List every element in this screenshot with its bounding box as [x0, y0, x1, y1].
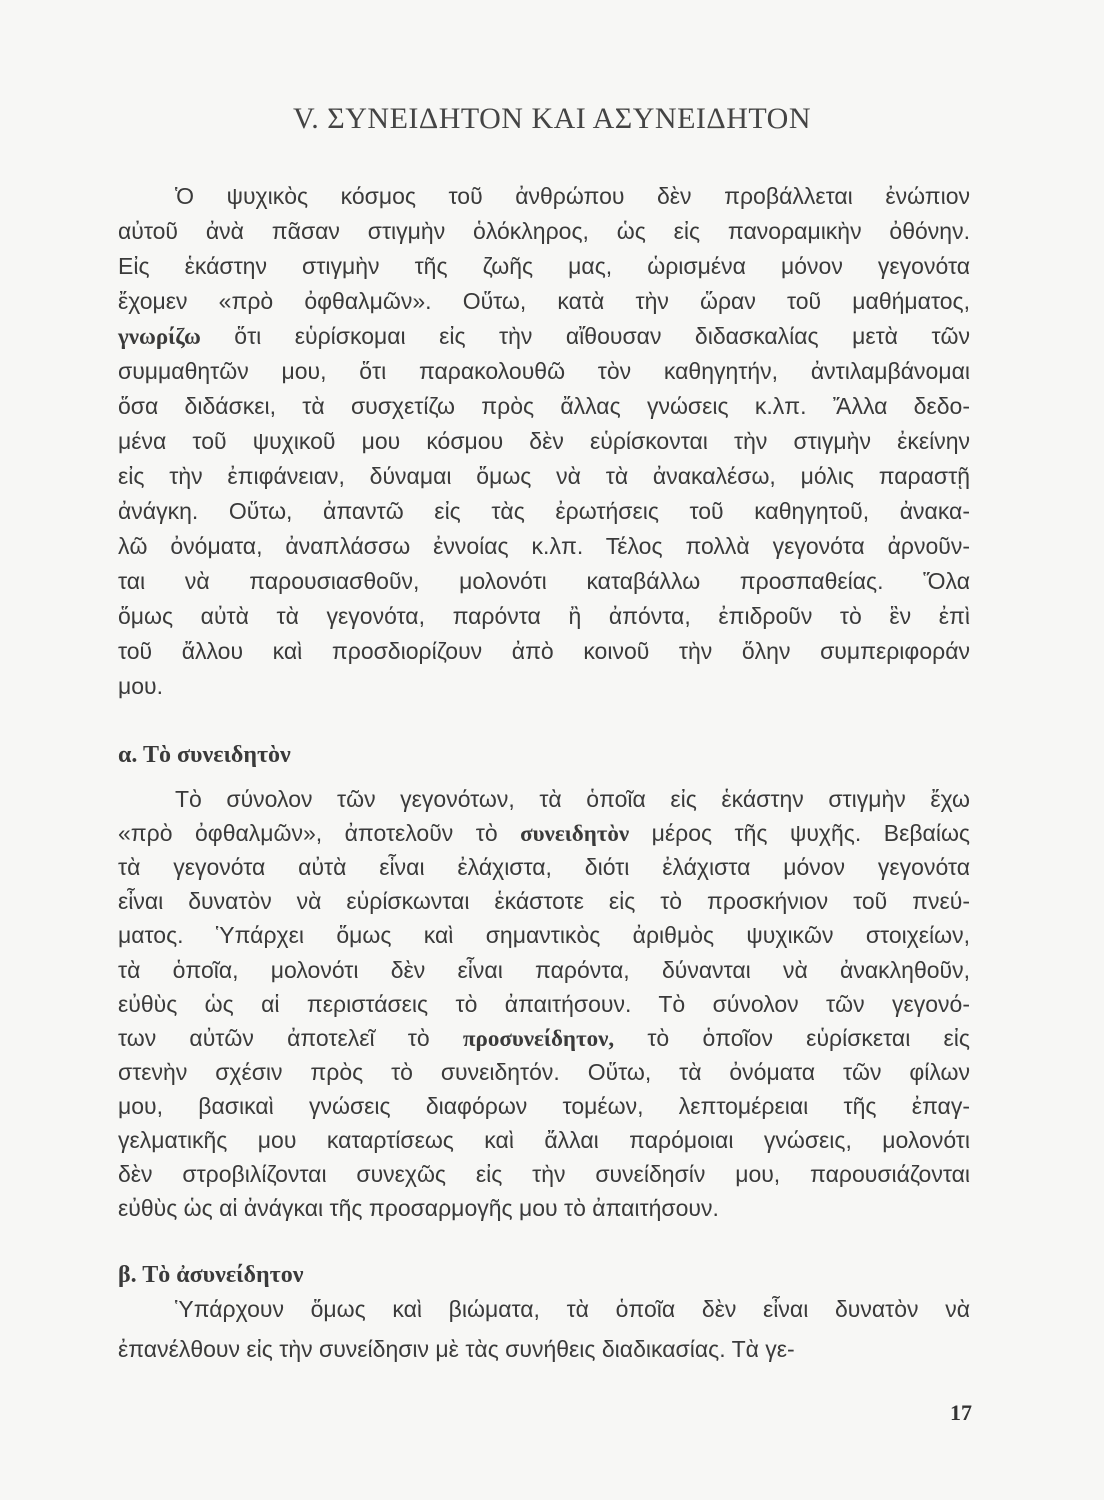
text-line — [118, 1091, 970, 1121]
text-run: ματος. Ὑπάρχει ὅμως καὶ σημαντικὸς ἀριθμὸς ψυχικῶν στοιχείων, — [118, 922, 970, 949]
text-run: των αὐτῶν ἀποτελεῖ τὸ — [118, 1024, 463, 1051]
text-line — [118, 601, 970, 631]
text-run: ἔχομεν «πρὸ ὀφθαλμῶν». Οὕτω, κατὰ τὴν ὥραν τοῦ μαθήματος, — [118, 288, 970, 314]
text-line — [118, 989, 970, 1019]
text-line — [118, 1334, 970, 1364]
text-line — [118, 286, 970, 316]
text-run: εἶναι δυνατὸν νὰ εὑρίσκωνται ἑκάστοτε εἰς τὸ προσκήνιον τοῦ πνεύ- — [118, 888, 970, 915]
text-run: ὅτι εὑρίσκομαι εἰς τὴν αἴθουσαν διδασκαλίας μετὰ τῶν — [200, 323, 970, 349]
text-line — [118, 531, 970, 561]
section-a-heading: α. Τὸ συνειδητὸν — [118, 742, 291, 768]
text-line — [175, 1294, 970, 1324]
text-line — [118, 1057, 970, 1087]
text-line — [118, 461, 970, 491]
text-run: ἐπανέλθουν εἰς τὴν συνείδησιν μὲ τὰς συνήθεις διαδικασίας. Τὰ γε- — [118, 1336, 795, 1362]
text-run: «πρὸ ὀφθαλμῶν», ἀποτελοῦν τὸ — [118, 820, 521, 847]
bold-term: προσυνείδητον, — [462, 1025, 615, 1051]
text-line — [118, 636, 970, 666]
text-run: ὅσα διδάσκει, τὰ συσχετίζω πρὸς ἄλλας γνώσεις κ.λπ. Ἄλλα δεδο- — [118, 393, 970, 419]
text-run: Ὑπάρχουν ὅμως καὶ βιώματα, τὰ ὁποῖα δὲν εἶναι δυνατὸν νὰ — [175, 1296, 970, 1322]
page-number: 17 — [950, 1400, 972, 1425]
text-line — [175, 784, 970, 814]
text-run: Τὸ σύνολον τῶν γεγονότων, τὰ ὁποῖα εἰς ἑκάστην στιγμὴν ἔχω — [175, 786, 970, 812]
text-run: τὸ ὁποῖον εὑρίσκεται εἰς — [614, 1024, 970, 1051]
text-run: ἀνάγκη. Οὕτω, ἀπαντῶ εἰς τὰς ἐρωτήσεις τοῦ καθηγητοῦ, ἀνακα- — [118, 498, 970, 524]
text-run: στενὴν σχέσιν πρὸς τὸ συνειδητόν. Οὕτω, τὰ ὀνόματα τῶν φίλων — [118, 1058, 970, 1085]
text-run: τὰ ὁποῖα, μολονότι δὲν εἶναι παρόντα, δύνανται νὰ ἀνακληθοῦν, — [118, 956, 970, 983]
text-line — [175, 181, 970, 211]
chapter-title: V. ΣΥΝΕΙΔΗΤΟΝ ΚΑΙ ΑΣΥΝΕΙΔΗΤΟΝ — [293, 102, 811, 135]
text-run: τοῦ ἄλλου καὶ προσδιορίζουν ἀπὸ κοινοῦ τὴν ὅλην συμπεριφοράν — [118, 638, 970, 664]
text-run: αὐτοῦ ἀνὰ πᾶσαν στιγμὴν ὁλόκληρος, ὡς εἰς πανοραμικὴν ὀθόνην. — [118, 218, 970, 244]
text-run: εὐθὺς ὡς αἱ περιστάσεις τὸ ἀπαιτήσουν. Τὸ σύνολον τῶν γεγονό- — [118, 990, 970, 1017]
text-run: ται νὰ παρουσιασθοῦν, μολονότι καταβάλλω προσπαθείας. Ὅλα — [118, 568, 970, 594]
text-line — [118, 818, 970, 849]
text-line — [118, 321, 970, 352]
text-run: μου. — [118, 673, 164, 699]
text-run: συμμαθητῶν μου, ὅτι παρακολουθῶ τὸν καθηγητήν, ἀντιλαμβάνομαι — [118, 358, 970, 384]
section-b-heading: β. Τὸ ἀσυνείδητον — [118, 1262, 304, 1288]
text-line — [118, 886, 970, 916]
text-line — [118, 1023, 970, 1054]
text-run: λῶ ὀνόματα, ἀναπλάσσω ἐννοίας κ.λπ. Τέλος πολλὰ γεγονότα ἀρνοῦν- — [118, 533, 970, 559]
text-run: δὲν στροβιλίζονται συνεχῶς εἰς τὴν συνείδησίν μου, παρουσιάζονται — [118, 1161, 970, 1188]
bold-term: γνωρίζω — [118, 324, 201, 349]
text-line — [118, 251, 970, 281]
text-run: εἰς τὴν ἐπιφάνειαν, δύναμαι ὅμως νὰ τὰ ἀνακαλέσω, μόλις παραστῇ — [118, 463, 970, 489]
text-line — [118, 671, 970, 701]
text-line — [118, 356, 970, 386]
text-line — [118, 496, 970, 526]
text-run: τὰ γεγονότα αὐτὰ εἶναι ἐλάχιστα, διότι ἐλάχιστα μόνον γεγονότα — [118, 854, 970, 881]
text-line — [118, 391, 970, 421]
text-line — [118, 1159, 970, 1189]
text-run: μου, βασικαὶ γνώσεις διαφόρων τομέων, λεπτομέρειαι τῆς ἐπαγ- — [118, 1092, 970, 1119]
text-line — [118, 852, 970, 882]
text-line — [118, 955, 970, 985]
text-line — [118, 426, 970, 456]
text-run: Ὁ ψυχικὸς κόσμος τοῦ ἀνθρώπου δὲν προβάλλεται ἐνώπιον — [175, 183, 970, 209]
bold-term: συνειδητὸν — [520, 821, 630, 847]
text-run: μένα τοῦ ψυχικοῦ μου κόσμου δὲν εὑρίσκονται τὴν στιγμὴν ἐκείνην — [118, 428, 970, 454]
text-line — [118, 216, 970, 246]
text-run: εὐθὺς ὡς αἱ ἀνάγκαι τῆς προσαρμογῆς μου τὸ ἀπαιτήσουν. — [118, 1195, 719, 1222]
text-run: γελματικῆς μου καταρτίσεως καὶ ἄλλαι παρόμοιαι γνώσεις, μολονότι — [118, 1127, 970, 1153]
text-run: ὅμως αὐτὰ τὰ γεγονότα, παρόντα ἢ ἀπόντα, ἐπιδροῦν τὸ ἓν ἐπὶ — [118, 603, 970, 629]
text-run: μέρος τῆς ψυχῆς. Βεβαίως — [629, 820, 970, 847]
text-line — [118, 920, 970, 950]
text-line — [118, 1193, 970, 1223]
text-run: Εἰς ἑκάστην στιγμὴν τῆς ζωῆς μας, ὡρισμένα μόνον γεγονότα — [118, 253, 970, 279]
text-line — [118, 1125, 970, 1155]
text-line — [118, 566, 970, 596]
